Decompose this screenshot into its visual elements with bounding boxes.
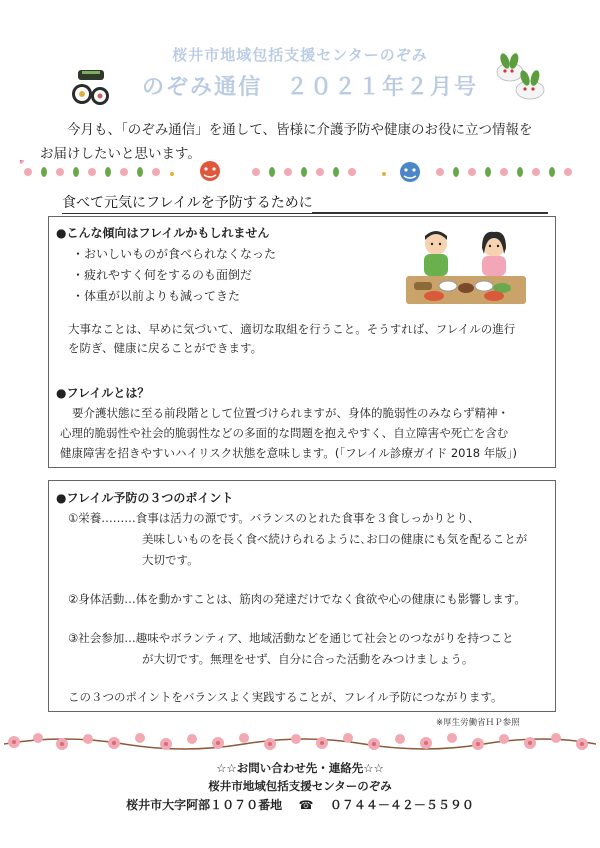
sushi-roll-icon bbox=[68, 66, 112, 110]
address: 桜井市大字阿部１０７０番地 bbox=[126, 798, 283, 812]
footer-address-line bbox=[0, 796, 600, 813]
frailty-sign-item: ・疲れやすく何をするのも面倒だ bbox=[72, 268, 253, 282]
nutrition-line: 大切です。 bbox=[142, 553, 199, 567]
couple-eating-icon bbox=[404, 226, 528, 310]
intro-text bbox=[40, 118, 570, 166]
frailty-signs-heading: ●こんな傾向はフレイルかもしれません bbox=[56, 226, 270, 240]
org-name-header: 桜井市地域包括支援センターのぞみ bbox=[172, 46, 428, 64]
summary-line: この３つのポイントをバランスよく実践することが、フレイル予防につながります。 bbox=[68, 690, 503, 704]
points-summary bbox=[68, 688, 502, 707]
section-title: 食べて元気にフレイルを予防するために bbox=[62, 192, 313, 214]
advice-line: 大事なことは、早めに気づいて、適切な取組を行うこと。そうすれば、フレイルの進行 bbox=[68, 322, 516, 336]
phone-number: ０７４４－４２－５５９０ bbox=[329, 798, 474, 812]
footer-org-name: 桜井市地域包括支援センターのぞみ bbox=[208, 779, 392, 793]
definition-line: 健康障害を招きやすいハイリスク状態を意味します。(「フレイル診療ガイド 2018 年版」) bbox=[60, 446, 518, 460]
heading-underline bbox=[312, 212, 548, 214]
frailty-definition-heading: ●フレイルとは？ bbox=[56, 386, 150, 400]
plum-flower-border-icon bbox=[4, 726, 596, 754]
point-physical-activity bbox=[68, 590, 526, 609]
intro-line-1: 今月も、「のぞみ通信」を通して、皆様に介護予防や健康のお役に立つ情報を bbox=[67, 122, 533, 138]
advice-line: を防ぎ、健康に戻ることができます。 bbox=[68, 341, 263, 355]
snow-rabbit-icon bbox=[490, 42, 554, 106]
contact-label: ☆☆お問い合わせ先・連絡先☆☆ bbox=[216, 761, 384, 775]
definition-line: 心理的脆弱性や社会的脆弱性などの多面的な問題を抱えやすく、自立障害や死亡を含む bbox=[60, 426, 509, 440]
frailty-definition-text bbox=[60, 403, 517, 463]
prevention-points-heading: ●フレイル予防の３つのポイント bbox=[56, 491, 234, 505]
early-detection-text bbox=[68, 320, 515, 358]
frailty-sign-item: ・体重が以前よりも減ってきた bbox=[72, 289, 241, 303]
definition-line: 要介護状態に至る前段階として位置づけられますが、身体的脆弱性のみならず精神・ bbox=[72, 406, 509, 420]
source-note: ※厚生労働省ＨＰ参照 bbox=[436, 718, 520, 728]
point-social-participation bbox=[68, 628, 513, 670]
physical-activity-line: ②身体活動…体を動かすことは、筋肉の発達だけでなく食欲や心の健康にも影響します。 bbox=[68, 592, 526, 606]
nutrition-line: ①栄養………食事は活力の源です。バランスのとれた食事を３食しっかりとり、 bbox=[68, 511, 480, 525]
intro-line-2: お届けしたいと思います。 bbox=[40, 146, 201, 162]
social-line: が大切です。無理をせず、自分に合った活動をみつけましょう。 bbox=[142, 652, 474, 666]
point-nutrition bbox=[68, 508, 527, 571]
nutrition-line: 美味しいものを長く食べ続けられるように､お口の健康にも気を配ることが bbox=[142, 532, 528, 546]
social-line: ③社会参加…趣味やボランティア、地域活動などを通じて社会とのつながりを持つこと bbox=[68, 631, 514, 645]
phone-icon: ☎ bbox=[298, 798, 314, 812]
page-title: のぞみ通信 ２０２１年２月号 bbox=[141, 75, 478, 100]
plum-divider-icon bbox=[20, 160, 580, 184]
frailty-sign-item: ・おいしいものが食べられなくなった bbox=[72, 247, 277, 261]
